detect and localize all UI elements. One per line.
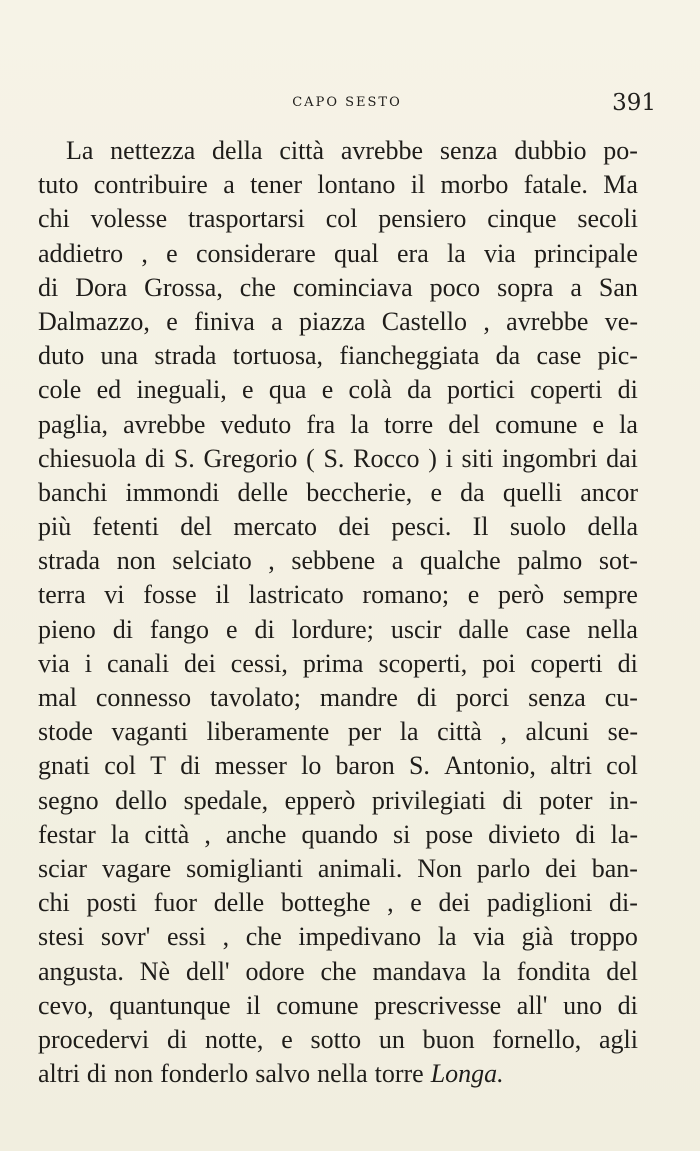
text-word: non [114, 1059, 154, 1089]
text-word: dei [438, 888, 471, 918]
text-word: tavolato; [210, 683, 302, 712]
text-word: a [570, 272, 582, 302]
text-word: , [204, 819, 211, 849]
text-word: strada [154, 341, 217, 371]
text-word: e [166, 238, 178, 268]
text-word: poter [539, 785, 593, 815]
text-word: i [445, 443, 453, 473]
text-word: festar [38, 819, 96, 849]
text-word: Dalmazzo, [38, 306, 150, 336]
text-word: padiglioni [486, 888, 593, 918]
page-header [38, 90, 656, 116]
text-word: e [430, 477, 443, 507]
text-word: , [483, 306, 490, 336]
text-word: di [416, 683, 437, 712]
text-word: fuor [153, 888, 198, 918]
text-word: e [321, 375, 334, 405]
text-word: e [225, 614, 238, 644]
text-word: botteghe [280, 888, 371, 918]
text-word: notte, [204, 1024, 264, 1054]
text-word: più [38, 512, 72, 542]
text-word: La [66, 136, 94, 165]
text-word: da [495, 341, 521, 371]
text-word: Longa. [430, 1059, 504, 1089]
text-word: però [497, 580, 545, 610]
text-word: senza [439, 136, 498, 165]
text-word: vaganti [111, 717, 189, 747]
text-word: alcuni [525, 717, 590, 747]
text-word: volesse [90, 204, 168, 234]
text-line [38, 1057, 638, 1091]
text-word: privilegiati [371, 785, 486, 815]
text-word: e [242, 375, 254, 405]
text-word: cominciava [292, 272, 413, 302]
text-word: segno [38, 785, 99, 815]
text-word: San [598, 272, 638, 302]
text-word: ineguali, [136, 375, 227, 405]
text-word: lastricato [248, 580, 344, 610]
text-word: di [502, 785, 523, 815]
text-word: di [86, 1059, 108, 1089]
text-word: da [407, 375, 432, 405]
text-word: del [180, 512, 213, 542]
text-word: coperti [530, 375, 603, 405]
text-word: fango [149, 614, 210, 644]
text-word: cinque [487, 204, 557, 234]
text-word: S. [323, 443, 345, 473]
text-word: poco [429, 272, 481, 302]
text-word: ve- [604, 306, 638, 336]
text-word: contribuire [93, 170, 208, 200]
text-line [38, 168, 638, 202]
text-line [38, 955, 638, 989]
text-word: epperò [284, 785, 356, 815]
text-word: paglia, [38, 409, 109, 439]
text-word: vi [104, 580, 125, 610]
text-word: considerare [195, 238, 316, 268]
text-line [38, 852, 638, 886]
text-line [38, 271, 638, 305]
text-word: odore [245, 956, 305, 986]
text-word: colà [348, 375, 392, 405]
text-word: sciar [38, 853, 88, 883]
text-word: già [521, 922, 554, 952]
text-word: dei [338, 512, 371, 542]
text-word: cu- [604, 683, 638, 712]
text-word: buon [422, 1024, 475, 1054]
text-word: si [393, 819, 411, 849]
text-line [38, 476, 638, 510]
text-word: via [38, 648, 70, 678]
text-word: una [100, 341, 139, 371]
text-word: immondi [125, 477, 220, 507]
text-word: tortuosa, [232, 341, 324, 371]
text-word: torre [384, 409, 434, 439]
text-word: città [144, 819, 190, 849]
text-word: chiesuola [38, 443, 137, 473]
text-word: di [38, 272, 59, 302]
text-word: sebbene [291, 546, 376, 576]
text-word: Rocco [353, 443, 420, 473]
text-word: beccherie, [306, 477, 413, 507]
text-word: qual [334, 238, 379, 268]
text-word: dei [184, 648, 216, 678]
text-word: finiva [194, 306, 255, 336]
text-line [38, 339, 638, 373]
text-word: angusta. [38, 956, 124, 986]
text-line [38, 681, 638, 715]
text-word: di [617, 990, 638, 1020]
text-word: delle [237, 477, 289, 507]
text-word: secoli [577, 204, 638, 234]
text-word: dell' [185, 956, 230, 986]
text-word: il [215, 580, 230, 610]
text-word: altri [38, 1059, 80, 1089]
text-word: dalle [458, 614, 509, 644]
text-word: della [587, 512, 638, 542]
body-text [38, 134, 638, 1091]
text-word: chi [38, 888, 70, 918]
text-word: Non [417, 853, 463, 883]
text-word: la [110, 819, 130, 849]
text-word: un [378, 1024, 405, 1054]
text-word: nella [587, 614, 638, 644]
text-word: lontano [317, 170, 396, 200]
text-word: S. [408, 751, 430, 781]
text-word: di- [609, 888, 638, 918]
text-word: uno [563, 990, 603, 1020]
text-word: ancor [580, 477, 638, 507]
text-word: lo [301, 751, 322, 781]
text-word: trasportarsi [187, 204, 305, 234]
text-word: po- [603, 136, 638, 165]
text-word: dubbio [514, 136, 587, 165]
text-word: coperti [530, 648, 603, 678]
text-word: era [397, 238, 429, 268]
text-word: Castello [381, 306, 467, 336]
text-word: mandava [372, 956, 467, 986]
text-word: duto [38, 341, 85, 371]
text-word: fatale. [523, 170, 588, 200]
text-word: anche [225, 819, 287, 849]
text-word: fondita [516, 956, 591, 986]
text-word: la [437, 922, 457, 952]
text-word: e [467, 580, 480, 610]
text-word: sopra [497, 272, 554, 302]
text-word: non [116, 546, 156, 576]
text-word: mercato [233, 512, 318, 542]
text-word: sovr' [100, 922, 151, 952]
text-word: a [391, 546, 404, 576]
text-word: agli [598, 1024, 638, 1054]
text-word: il [246, 990, 261, 1020]
text-word: all' [516, 990, 548, 1020]
text-word: via [473, 922, 505, 952]
text-line [38, 305, 638, 339]
text-word: la [446, 238, 466, 268]
text-word: strada [38, 546, 101, 576]
text-word: pose [425, 819, 474, 849]
text-word: ban- [591, 853, 638, 883]
text-word: canali [106, 648, 170, 678]
text-word: fra [306, 409, 336, 439]
text-word: animali. [317, 853, 403, 883]
text-word: la [619, 409, 638, 439]
text-line [38, 373, 638, 407]
text-word: porci [455, 683, 510, 712]
text-line [38, 578, 638, 612]
text-word: terra [38, 580, 86, 610]
text-word: in- [609, 785, 638, 815]
text-line [38, 202, 638, 236]
text-line [38, 784, 638, 818]
text-word: col [325, 204, 358, 234]
text-word: gnati [38, 751, 90, 781]
text-word: città [279, 136, 325, 165]
text-word: di [144, 443, 166, 473]
text-word: dello [115, 785, 168, 815]
text-word: fiancheggiata [339, 341, 480, 371]
text-word: avrebbe [340, 136, 424, 165]
text-word: dei [545, 853, 577, 883]
text-word: Dora [75, 272, 128, 302]
text-word: Antonio, [444, 751, 536, 781]
text-word: e [592, 409, 605, 439]
text-word: la- [610, 819, 638, 849]
text-word: suolo [509, 512, 567, 542]
page-number: 391 [612, 90, 656, 116]
text-word: connesso [95, 683, 192, 712]
text-word: qualche [419, 546, 501, 576]
text-word: di [180, 751, 201, 781]
text-line [38, 886, 638, 920]
text-word: da [460, 477, 485, 507]
text-line [38, 749, 638, 783]
text-word: per [347, 717, 382, 747]
text-word: siti [461, 443, 494, 473]
text-word: mal [38, 683, 77, 712]
text-word: messer [214, 751, 287, 781]
text-word: banchi [38, 477, 108, 507]
text-line [38, 1023, 638, 1057]
text-line [38, 613, 638, 647]
running-head: CAPO SESTO [292, 95, 402, 110]
text-word: altri [550, 751, 592, 781]
text-word: , [387, 888, 394, 918]
text-word: la [350, 409, 370, 439]
text-word: quelli [502, 477, 563, 507]
text-word: delle [213, 888, 265, 918]
text-word: ed [96, 375, 122, 405]
text-word: la [482, 956, 501, 986]
text-word: S. [173, 443, 195, 473]
text-word: posti [86, 888, 138, 918]
text-line [38, 544, 638, 578]
text-word: pensiero [378, 204, 467, 234]
text-line [38, 920, 638, 954]
text-word: Ma [603, 170, 638, 200]
text-word: fonderlo [160, 1059, 249, 1089]
text-word: che [245, 922, 282, 952]
text-line [38, 237, 638, 271]
text-word: scoperti, [378, 648, 468, 678]
text-word: avrebbe [123, 409, 206, 439]
text-word: somiglianti [186, 853, 304, 883]
text-word: di [617, 375, 638, 405]
text-word: troppo [569, 922, 638, 952]
text-word: T [150, 751, 167, 781]
text-word: se- [607, 717, 638, 747]
text-line [38, 647, 638, 681]
text-word: baron [335, 751, 395, 781]
text-word: , [222, 922, 230, 952]
text-word: tener [250, 170, 303, 200]
text-word: Grossa, [144, 272, 223, 302]
text-word: morbo [440, 170, 509, 200]
text-word: , [141, 238, 148, 268]
text-word: comune [495, 409, 578, 439]
text-word: salvo [255, 1059, 311, 1089]
text-word: ingombri [502, 443, 598, 473]
text-word: veduto [220, 409, 292, 439]
text-word: della [212, 136, 263, 165]
text-word: Nè [139, 956, 171, 986]
text-word: sotto [310, 1024, 362, 1054]
text-word: principale [533, 238, 638, 268]
text-word: case [536, 341, 582, 371]
text-word: ( [306, 443, 315, 473]
text-word: impedivano [298, 922, 422, 952]
text-word: sot- [598, 546, 638, 576]
text-line [38, 442, 638, 476]
text-word: poi [482, 648, 516, 678]
text-word: mandre [319, 683, 398, 712]
text-word: , [500, 717, 507, 747]
text-word: case [525, 614, 571, 644]
text-word: torre [374, 1059, 424, 1089]
text-word: cessi, [230, 648, 288, 678]
text-word: a [271, 306, 283, 336]
text-word: dai [606, 443, 638, 473]
text-line [38, 134, 638, 168]
text-word: Gregorio [203, 443, 298, 473]
text-word: pic- [597, 341, 638, 371]
text-word: stesi [38, 922, 85, 952]
text-word: quantunque [109, 990, 231, 1020]
text-word: e [166, 306, 178, 336]
text-word: pieno [38, 614, 96, 644]
text-word: vagare [101, 853, 172, 883]
text-word: selciato [172, 546, 252, 576]
text-word: cole [38, 375, 82, 405]
text-word: di [254, 614, 275, 644]
text-word: nella [317, 1059, 368, 1089]
text-word: fosse [143, 580, 197, 610]
text-word: i [84, 648, 92, 678]
text-word: e [281, 1024, 293, 1054]
text-word: e [410, 888, 422, 918]
text-word: quando [301, 819, 379, 849]
text-word: procedervi [38, 1024, 150, 1054]
text-word: del [606, 956, 638, 986]
text-word: prescrivesse [374, 990, 502, 1020]
text-word: nettezza [110, 136, 196, 165]
text-word: che [320, 956, 357, 986]
text-word: comune [276, 990, 359, 1020]
text-word: uscir [390, 614, 442, 644]
text-word: di [575, 819, 596, 849]
text-word: fornello, [492, 1024, 582, 1054]
text-word: parlo [476, 853, 531, 883]
text-line [38, 715, 638, 749]
text-word: senza [528, 683, 586, 712]
text-word: di [166, 1024, 188, 1054]
text-word: di [617, 648, 638, 678]
text-word: pesci. [391, 512, 452, 542]
text-word: sempre [562, 580, 638, 610]
text-word: città [437, 717, 482, 747]
text-word: divieto [488, 819, 561, 849]
text-word: , [268, 546, 275, 576]
text-word: prima [302, 648, 364, 678]
text-line [38, 989, 638, 1023]
text-word: addietro [38, 238, 124, 268]
text-word: a [223, 170, 235, 200]
text-word: Il [472, 512, 489, 542]
text-word: col [606, 751, 638, 781]
text-word: essi [166, 922, 206, 952]
text-word: fetenti [92, 512, 159, 542]
text-word: chi [38, 204, 70, 234]
text-line [38, 818, 638, 852]
text-word: qua [268, 375, 307, 405]
text-word: piazza [299, 306, 366, 336]
text-word: liberamente [206, 717, 330, 747]
text-word: lordure; [291, 614, 374, 644]
text-word: portici [447, 375, 515, 405]
text-word: romano; [362, 580, 450, 610]
text-word: che [239, 272, 276, 302]
text-word: palmo [517, 546, 583, 576]
text-word: ) [428, 443, 437, 473]
text-word: col [104, 751, 136, 781]
text-word: spedale, [183, 785, 269, 815]
text-word: tuto [38, 170, 79, 200]
text-word: via [483, 238, 516, 268]
text-word: la [399, 717, 419, 747]
text-word: cevo, [38, 990, 94, 1020]
text-line [38, 408, 638, 442]
text-word: di [112, 614, 133, 644]
text-word: del [448, 409, 481, 439]
text-word: il [410, 170, 426, 200]
text-word: stode [38, 717, 93, 747]
text-word: avrebbe [506, 306, 589, 336]
text-line [38, 510, 638, 544]
